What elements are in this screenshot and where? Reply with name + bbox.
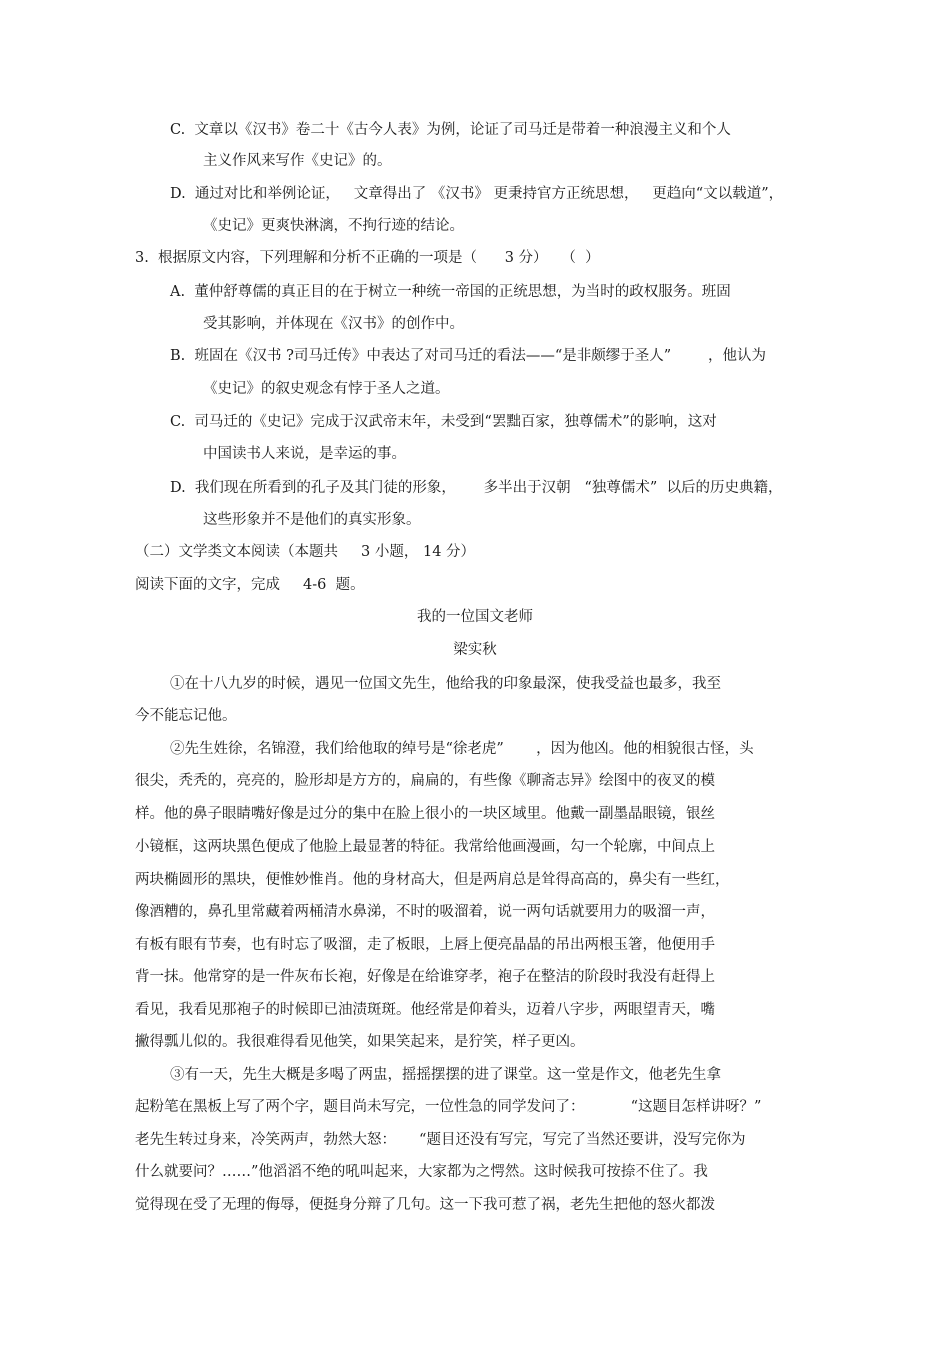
q3-option-b-line1: B. 班固在《汉书 ?司马迁传》中表达了对司马迁的看法——“是非颇缪于圣人” ，他认为: [170, 348, 767, 364]
q3-stem: 3. 根据原文内容，下列理解和分析不正确的一项是（ 3 分） （ ）: [135, 250, 600, 266]
paragraph-line: 撇得瓢儿似的。我很难得看见他笑，如果笑起来，是狞笑，样子更凶。: [135, 1034, 585, 1050]
paragraph-line: 起粉笔在黑板上写了两个字，题目尚未写完，一位性急的同学发问了： “这题目怎样讲呀？”: [135, 1099, 762, 1115]
paragraph-line: 像酒糟的，鼻孔里常藏着两桶清水鼻涕，不时的吸溜着，说一两句话就要用力的吸溜一声，: [135, 904, 715, 920]
q2-option-c-line1: C. 文章以《汉书》卷二十《古今人表》为例，论证了司马迁是带着一种浪漫主义和个人: [170, 122, 731, 138]
paragraph-line: 有板有眼有节奏，也有时忘了吸溜，走了板眼，上唇上便亮晶晶的吊出两根玉箸，他便用手: [135, 937, 715, 953]
paragraph-line: 老先生转过身来，冷笑两声，勃然大怒： “题目还没有写完，写完了当然还要讲，没写完你为: [135, 1132, 746, 1148]
q2-option-d-line2: 《史记》更爽快淋漓，不拘行迹的结论。: [203, 218, 464, 234]
paragraph-line: 看见，我看见那袍子的时候即已油渍斑斑。他经常是仰着头，迈着八字步，两眼望青天，嘴: [135, 1002, 715, 1018]
q2-option-c-line2: 主义作风来写作《史记》的。: [203, 153, 392, 169]
paragraph-line: 觉得现在受了无理的侮辱，便挺身分辩了几句。这一下我可惹了祸，老先生把他的怒火都泼: [135, 1197, 715, 1213]
paragraph-line: ①在十八九岁的时候，遇见一位国文先生，他给我的印象最深，使我受益也最多，我至: [170, 676, 721, 692]
paragraph-line: 背一抹。他常穿的是一件灰布长袍，好像是在给谁穿孝，袍子在整洁的阶段时我没有赶得上: [135, 969, 715, 985]
reading-instruction: 阅读下面的文字，完成 4-6 题。: [135, 577, 365, 593]
paragraph-line: 小镜框，这两块黑色便成了他脸上最显著的特征。我常给他画漫画，勾一个轮廓，中间点上: [135, 839, 715, 855]
article-author: 梁实秋: [453, 642, 497, 658]
q3-option-c-line1: C. 司马迁的《史记》完成于汉武帝末年，未受到“罢黜百家，独尊儒术”的影响，这对: [170, 414, 717, 430]
paragraph-line: ②先生姓徐，名锦澄，我们给他取的绰号是“徐老虎” ，因为他凶。他的相貌很古怪，头: [170, 741, 754, 757]
q3-option-d-line2: 这些形象并不是他们的真实形象。: [203, 512, 421, 528]
q3-option-c-line2: 中国读书人来说，是幸运的事。: [203, 446, 406, 462]
q3-option-d-line1: D. 我们现在所看到的孔子及其门徒的形象， 多半出于汉朝 “独尊儒术” 以后的历史典籍，: [170, 480, 783, 496]
paragraph-line: 今不能忘记他。: [135, 708, 237, 724]
paragraph-line: 两块椭圆形的黑块，便惟妙惟肖。他的身材高大，但是两肩总是耸得高高的，鼻尖有一些红，: [135, 872, 730, 888]
q2-option-d-line1: D. 通过对比和举例论证， 文章得出了 《汉书》 更秉持官方正统思想， 更趋向“文以载道”，: [170, 186, 784, 202]
section-heading: （二）文学类文本阅读（本题共 3 小题， 14 分）: [135, 544, 476, 560]
q3-option-a-line1: A. 董仲舒尊儒的真正目的在于树立一种统一帝国的正统思想，为当时的政权服务。班固: [170, 284, 731, 300]
q3-option-b-line2: 《史记》的叙史观念有悖于圣人之道。: [203, 381, 450, 397]
paragraph-line: 样。他的鼻子眼睛嘴好像是过分的集中在脸上很小的一块区域里。他戴一副墨晶眼镜，银丝: [135, 806, 715, 822]
paragraph-line: 什么就要问？……”他滔滔不绝的吼叫起来，大家都为之愕然。这时候我可按捺不住了。我: [135, 1164, 708, 1180]
paragraph-line: 很尖，秃秃的，亮亮的，脸形却是方方的，扁扁的，有些像《聊斋志异》绘图中的夜叉的模: [135, 773, 715, 789]
paragraph-line: ③有一天，先生大概是多喝了两盅，摇摇摆摆的进了课堂。这一堂是作文，他老先生拿: [170, 1067, 721, 1083]
article-title: 我的一位国文老师: [417, 609, 533, 625]
q3-option-a-line2: 受其影响，并体现在《汉书》的创作中。: [203, 316, 464, 332]
